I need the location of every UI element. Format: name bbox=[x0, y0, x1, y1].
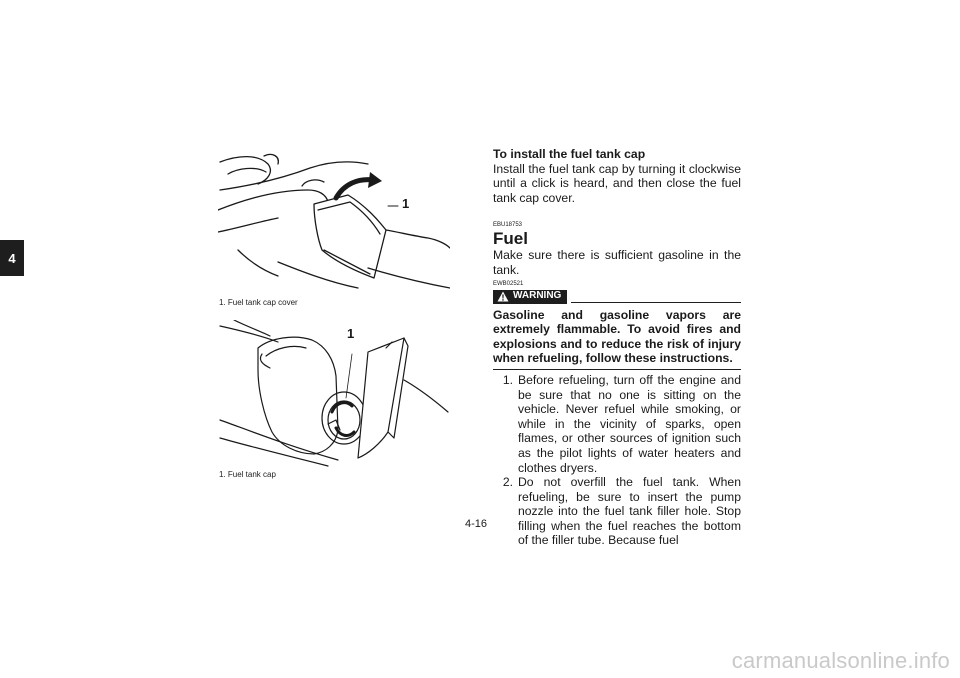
list-item bbox=[493, 373, 741, 475]
figure2-callout: 1 bbox=[347, 326, 355, 341]
warning-triangle-icon bbox=[497, 291, 509, 302]
figure1-caption: 1. Fuel tank cap cover bbox=[219, 298, 298, 307]
text-column bbox=[493, 147, 741, 548]
install-heading: To install the fuel tank cap bbox=[493, 147, 646, 161]
fuel-tank-cap-illustration bbox=[218, 320, 450, 470]
warning-end-rule bbox=[493, 369, 741, 370]
fuel-section-code: EBU18753 bbox=[493, 222, 523, 229]
fuel-intro: Make sure there is sufficient gasoline in the tank. bbox=[493, 248, 741, 277]
warning-code: EWB02521 bbox=[493, 280, 524, 287]
warning-header bbox=[493, 290, 741, 304]
figure1-callout: 1 bbox=[402, 196, 410, 211]
refuel-steps bbox=[493, 373, 741, 548]
warning-rule bbox=[571, 290, 741, 303]
warning-text: Gasoline and gasoline vapors are extremely flammable. To avoid fires and explosions and to reduce the risk of injury when refueling, follow these instructions. bbox=[493, 307, 741, 366]
step-text: Do not overfill the fuel tank. When refueling, be sure to insert the pump nozzle into the fuel tank filler hole. Stop filling when the fuel reaches the bottom of the filler tube. Because fuel bbox=[518, 475, 741, 548]
install-body: Install the fuel tank cap by turning it clockwise until a click is heard, and then close the fuel tank cap cover. bbox=[493, 161, 741, 205]
step-number: 2. bbox=[502, 475, 513, 490]
section-tab: 4 bbox=[0, 240, 24, 276]
warning-label: WARNING bbox=[513, 290, 562, 302]
page-number: 4-16 bbox=[465, 518, 488, 530]
fuel-heading: Fuel bbox=[493, 229, 528, 249]
warning-badge bbox=[493, 290, 567, 304]
watermark: carmanualsonline.info bbox=[731, 648, 950, 673]
step-number: 1. bbox=[502, 372, 513, 387]
step-text: Before refueling, turn off the engine and be sure that no one is sitting on the vehicle. Never refuel while smoking, or while in the vicinity of sparks, open flames, or other sources of ignition such as the pilot lights of water heaters and clothes dryers. bbox=[518, 372, 741, 475]
list-item bbox=[493, 475, 741, 548]
figure2-caption: 1. Fuel tank cap bbox=[219, 470, 276, 479]
fuel-tank-cap-cover-illustration bbox=[218, 150, 450, 295]
